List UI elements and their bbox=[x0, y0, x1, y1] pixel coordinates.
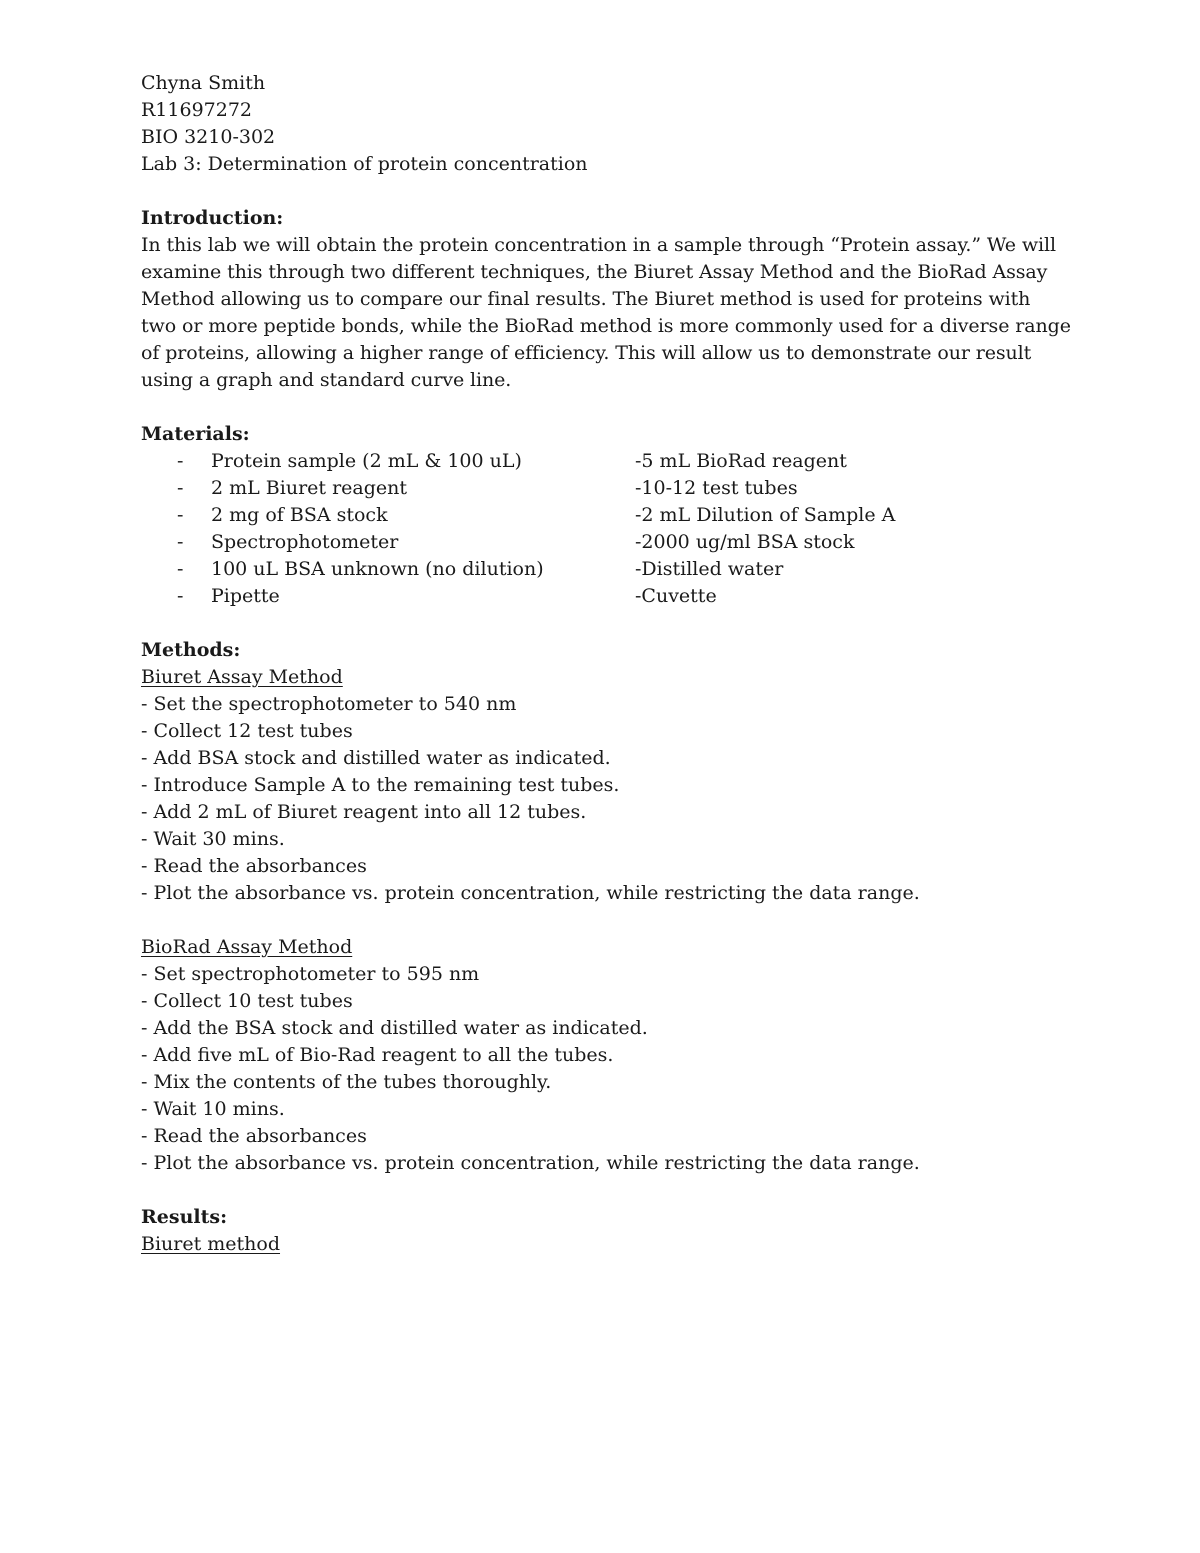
material-item: -10-12 test tubes bbox=[635, 477, 798, 499]
biuret-method-title: Biuret Assay Method bbox=[141, 666, 343, 688]
methods-heading: Methods: bbox=[141, 639, 241, 661]
material-item: 2 mg of BSA stock bbox=[211, 504, 388, 526]
materials-list bbox=[141, 448, 1081, 610]
student-id: R11697272 bbox=[141, 99, 253, 121]
biorad-method-title: BioRad Assay Method bbox=[141, 936, 353, 958]
method-step: - Add BSA stock and distilled water as indicated. bbox=[141, 747, 611, 769]
introduction-section bbox=[141, 205, 1081, 394]
materials-row bbox=[141, 529, 1081, 556]
method-step: - Collect 10 test tubes bbox=[141, 990, 353, 1012]
spacer bbox=[141, 1177, 1081, 1204]
material-item: -Cuvette bbox=[635, 585, 717, 607]
bullet-dash: - bbox=[177, 477, 184, 499]
method-step: - Set spectrophotometer to 595 nm bbox=[141, 963, 480, 985]
method-step: - Wait 10 mins. bbox=[141, 1098, 285, 1120]
materials-row bbox=[141, 475, 1081, 502]
method-step: - Wait 30 mins. bbox=[141, 828, 285, 850]
biuret-method bbox=[141, 664, 1081, 907]
method-step: - Introduce Sample A to the remaining test tubes. bbox=[141, 774, 620, 796]
spacer bbox=[141, 394, 1081, 421]
material-item: 100 uL BSA unknown (no dilution) bbox=[211, 558, 544, 580]
course-code: BIO 3210-302 bbox=[141, 126, 276, 148]
spacer bbox=[141, 610, 1081, 637]
document-body bbox=[141, 70, 1081, 1258]
method-step: - Collect 12 test tubes bbox=[141, 720, 353, 742]
bullet-dash: - bbox=[177, 531, 184, 553]
material-item: -2000 ug/ml BSA stock bbox=[635, 531, 855, 553]
materials-row bbox=[141, 556, 1081, 583]
method-step: - Set the spectrophotometer to 540 nm bbox=[141, 693, 517, 715]
lab-title: Lab 3: Determination of protein concentration bbox=[141, 153, 588, 175]
method-step: - Add the BSA stock and distilled water as indicated. bbox=[141, 1017, 648, 1039]
spacer bbox=[141, 907, 1081, 934]
results-subheading: Biuret method bbox=[141, 1233, 281, 1255]
methods-section bbox=[141, 637, 1081, 1177]
method-step: - Plot the absorbance vs. protein concentration, while restricting the data range. bbox=[141, 882, 920, 904]
material-item: -2 mL Dilution of Sample A bbox=[635, 504, 896, 526]
results-heading: Results: bbox=[141, 1206, 228, 1228]
method-step: - Add 2 mL of Biuret reagent into all 12 tubes. bbox=[141, 801, 587, 823]
bullet-dash: - bbox=[177, 585, 184, 607]
materials-section bbox=[141, 421, 1081, 610]
results-section bbox=[141, 1204, 1081, 1258]
header-block bbox=[141, 70, 1081, 178]
material-item: Protein sample (2 mL & 100 uL) bbox=[211, 450, 522, 472]
material-item: 2 mL Biuret reagent bbox=[211, 477, 408, 499]
method-step: - Mix the contents of the tubes thoroughly. bbox=[141, 1071, 552, 1093]
biorad-method bbox=[141, 934, 1081, 1177]
introduction-heading: Introduction: bbox=[141, 207, 284, 229]
spacer bbox=[141, 178, 1081, 205]
bullet-dash: - bbox=[177, 504, 184, 526]
materials-row bbox=[141, 448, 1081, 475]
material-item: -5 mL BioRad reagent bbox=[635, 450, 847, 472]
method-step: - Plot the absorbance vs. protein concentration, while restricting the data range. bbox=[141, 1152, 920, 1174]
author-name: Chyna Smith bbox=[141, 72, 266, 94]
bullet-dash: - bbox=[177, 450, 184, 472]
material-item: Pipette bbox=[211, 585, 280, 607]
method-step: - Read the absorbances bbox=[141, 1125, 367, 1147]
materials-heading: Materials: bbox=[141, 423, 250, 445]
material-item: Spectrophotometer bbox=[211, 531, 399, 553]
materials-row bbox=[141, 583, 1081, 610]
bullet-dash: - bbox=[177, 558, 184, 580]
material-item: -Distilled water bbox=[635, 558, 784, 580]
introduction-text: In this lab we will obtain the protein concentration in a sample through “Protein assay.” We will examine this through two different techniques, the Biuret Assay Method and the BioRad Assay Method allowing us to compare our final results. The Biuret method is used for proteins with two or more peptide bonds, while the BioRad method is more commonly used for a diverse range of proteins, allowing a higher range of efficiency. This will allow us to demonstrate our result using a graph and standard curve line. bbox=[141, 234, 1071, 391]
method-step: - Add five mL of Bio-Rad reagent to all the tubes. bbox=[141, 1044, 614, 1066]
method-step: - Read the absorbances bbox=[141, 855, 367, 877]
materials-row bbox=[141, 502, 1081, 529]
